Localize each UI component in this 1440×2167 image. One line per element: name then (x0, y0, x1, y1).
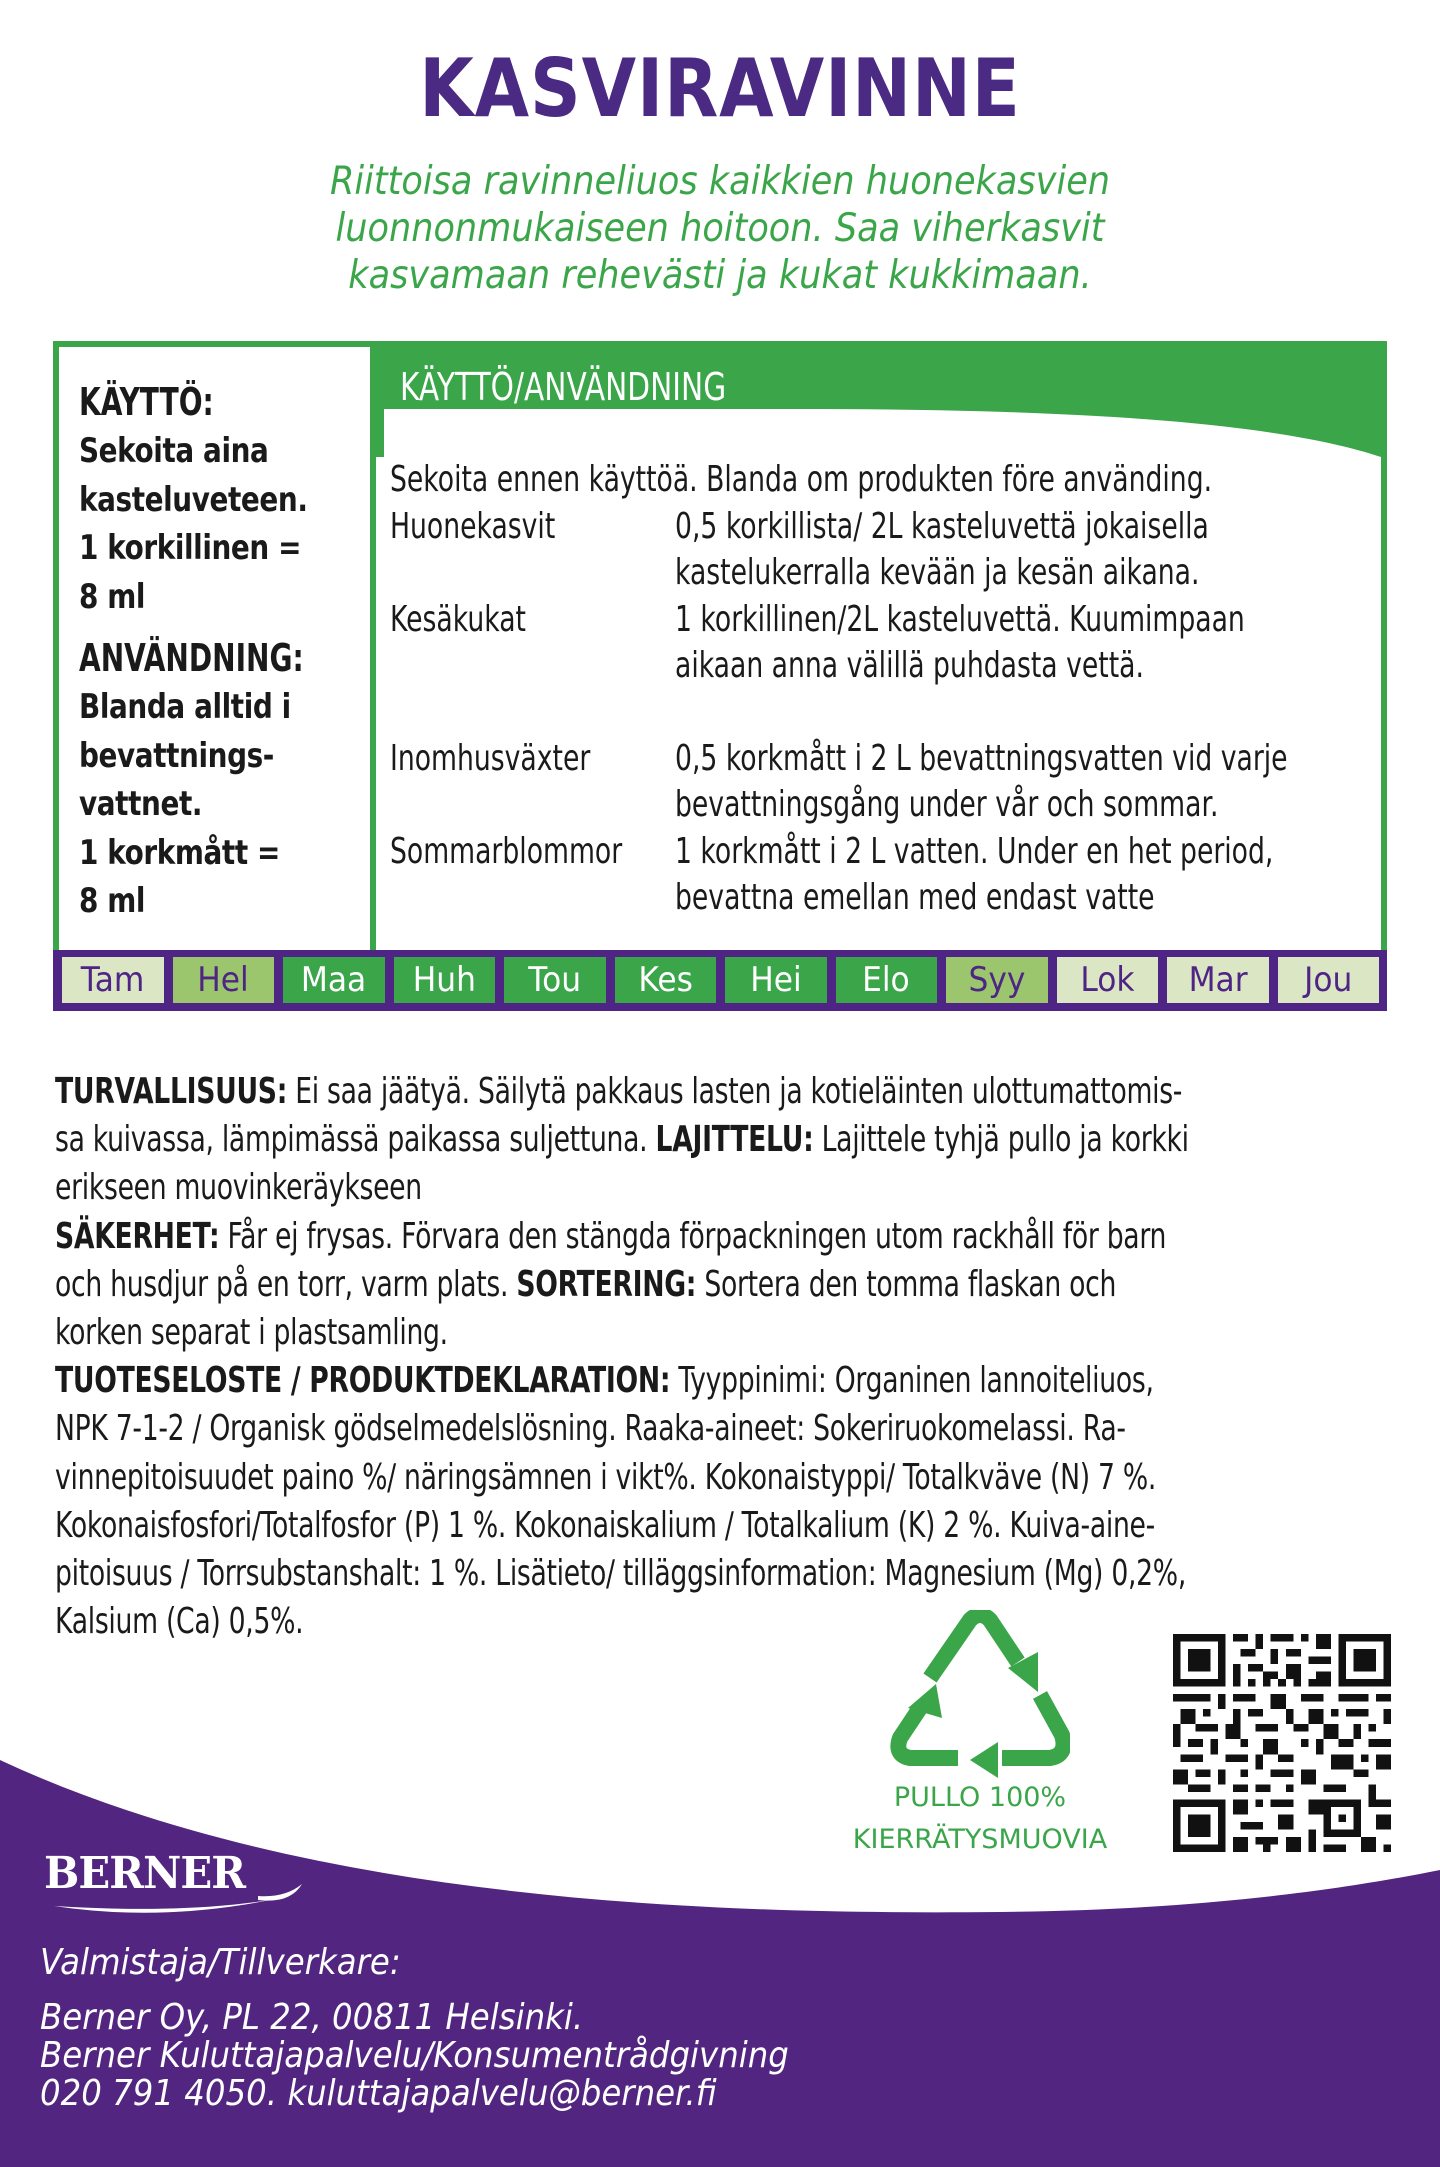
month-calendar (53, 950, 1387, 1011)
consumer-service: Berner Kuluttajapalvelu/Konsumentrådgivning (40, 2035, 789, 2076)
dosage-text: bevattningsgång under vår och sommar. (675, 784, 1219, 825)
plant-type: Inomhusväxter (390, 737, 591, 779)
manufacturer-info (40, 1944, 872, 2113)
usage-line: Sekoita aina (79, 431, 269, 471)
month-cell: Tam (62, 957, 164, 1003)
table-row (390, 829, 1381, 922)
text-line: sa kuivassa, lämpimässä paikassa suljettuna. LAJITTELU: Lajittele tyhjä pullo ja korkki (55, 1119, 1189, 1161)
dosage-text: 1 korkillinen/2L kasteluvettä. Kuumimpaan (675, 598, 1245, 640)
month-cell: Mar (1167, 957, 1269, 1003)
berner-logo (40, 1848, 310, 1918)
usage-summary (59, 347, 370, 950)
month-cell: Elo (836, 957, 938, 1003)
month-cell: Hel (173, 957, 275, 1003)
usage-heading-fi: KÄYTTÖ: (79, 380, 214, 424)
recycle-label: PULLO 100% (893, 1782, 1067, 1813)
table-row (390, 736, 1381, 829)
dosage-text: 1 korkmått i 2 L vatten. Under en het period, (675, 830, 1274, 872)
usage-heading-sv: ANVÄNDNING: (79, 636, 304, 680)
usage-table (376, 457, 1381, 950)
usage-line: 8 ml (79, 881, 146, 921)
text-line: TUOTESELOSTE / PRODUKTDEKLARATION: Tyyppinimi: Organinen lannoiteliuos, (55, 1360, 1154, 1402)
brand-wordmark: BERNER (44, 1848, 246, 1899)
dosage-text: aikaan anna välillä puhdasta vettä. (675, 645, 1144, 686)
usage-line: 1 korkmått = (79, 832, 281, 873)
usage-line: 8 ml (79, 576, 146, 617)
usage-line: kasteluveteen. (79, 479, 308, 520)
tagline-line: Riittoisa ravinneliuos kaikkien huonekasvien (329, 159, 1111, 204)
qr-code-icon[interactable] (1173, 1634, 1391, 1852)
text-line: pitoisuus / Torrsubstanshalt: 1 %. Lisätieto/ tilläggsinformation: Magnesium (Mg) 0,2%, (55, 1553, 1186, 1595)
usage-table-header (376, 347, 1381, 457)
recycle-icon (890, 1610, 1070, 1780)
tagline-line: luonnonmukaiseen hoitoon. Saa viherkasvit (335, 206, 1105, 251)
table-row (390, 597, 1381, 690)
recycle-badge (820, 1610, 1140, 1870)
month-cell: Maa (283, 957, 385, 1003)
plant-type: Huonekasvit (390, 505, 556, 547)
plant-type: Sommarblommor (390, 830, 623, 872)
dosage-text: kastelukerralla kevään ja kesän aikana. (675, 552, 1200, 593)
table-row (390, 504, 1381, 597)
recycle-label: KIERRÄTYSMUOVIA (852, 1824, 1108, 1855)
month-cell: Huh (394, 957, 496, 1003)
usage-line: 1 korkillinen = (79, 528, 302, 568)
usage-line: bevattnings- (79, 735, 274, 776)
dosage-text: 0,5 korkmått i 2 L bevattningsvatten vid varje (675, 737, 1288, 779)
manufacturer-heading: Valmistaja/Tillverkare: (40, 1942, 401, 1983)
product-tagline (234, 158, 1206, 299)
manufacturer-address: Berner Oy, PL 22, 00811 Helsinki. (40, 1997, 584, 2038)
usage-line: vattnet. (79, 784, 203, 824)
contact-details: 020 791 4050. kuluttajapalvelu@berner.fi (40, 2073, 717, 2114)
safety-and-declaration (55, 1068, 1415, 1646)
usage-intro: Sekoita ennen käyttöä. Blanda om produkten före använding. (390, 459, 1213, 500)
plant-type: Kesäkukat (390, 598, 526, 640)
text-line: TURVALLISUUS: Ei saa jäätyä. Säilytä pakkaus lasten ja kotieläinten ulottumattomis- (55, 1071, 1183, 1112)
product-title: KASVIRAVINNE (419, 42, 1021, 135)
usage-line: Blanda alltid i (79, 687, 291, 727)
text-line: vinnepitoisuudet paino %/ näringsämnen i vikt%. Kokonaistyppi/ Totalkväve (N) 7 %. (55, 1456, 1157, 1498)
text-line: och husdjur på en torr, varm plats. SORTERING: Sortera den tomma flaskan och (55, 1263, 1117, 1305)
usage-table-title: KÄYTTÖ/ANVÄNDNING (400, 365, 727, 409)
text-line: korken separat i plastsamling. (55, 1312, 448, 1354)
text-line: SÄKERHET: Får ej frysas. Förvara den stängda förpackningen utom rackhåll för barn (55, 1215, 1167, 1257)
dosage-text: bevattna emellan med endast vatte (675, 877, 1155, 918)
usage-box (53, 341, 1387, 1011)
text-line: Kokonaisfosfori/Totalfosfor (P) 1 %. Kokonaiskalium / Totalkalium (K) 2 %. Kuiva-aine- (55, 1504, 1155, 1546)
month-cell: Hei (725, 957, 827, 1003)
month-cell: Syy (946, 957, 1048, 1003)
logo-swoosh-icon (40, 1848, 310, 1918)
month-cell: Jou (1278, 957, 1380, 1003)
tagline-line: kasvamaan rehevästi ja kukat kukkimaan. (348, 253, 1092, 298)
month-cell: Kes (615, 957, 717, 1003)
text-line: Kalsium (Ca) 0,5%. (55, 1601, 304, 1643)
text-line: erikseen muovinkeräykseen (55, 1167, 422, 1209)
text-line: NPK 7-1-2 / Organisk gödselmedelslösning. Raaka-aineet: Sokeriruokomelassi. Ra- (55, 1408, 1126, 1450)
month-cell: Tou (504, 957, 606, 1003)
month-cell: Lok (1057, 957, 1159, 1003)
dosage-text: 0,5 korkillista/ 2L kasteluvettä jokaisella (675, 505, 1209, 547)
